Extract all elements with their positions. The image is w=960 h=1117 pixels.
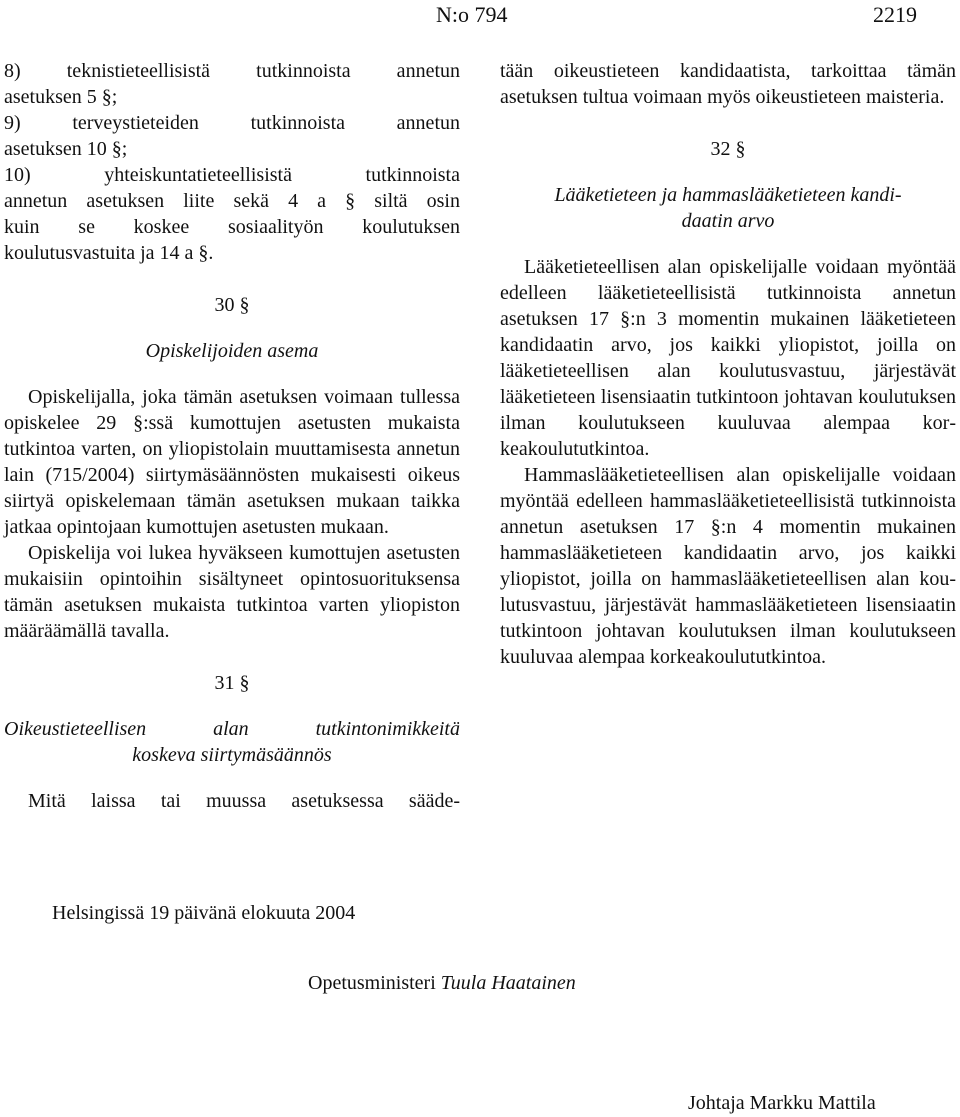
law-number: N:o 794 (436, 2, 508, 27)
intro-line: asetuksen 5 §; (4, 86, 118, 108)
director-signature: Johtaja Markku Mattila (688, 1092, 876, 1114)
intro-line: 8) teknistieteellisistä tutkinnoista annetun (4, 60, 460, 82)
section-31-title-line-2: koskeva siirtymäsäännös (132, 744, 332, 766)
intro-line: asetuksen 10 §; (4, 138, 128, 160)
intro-line: annetun asetuksen liite sekä 4 a § siltä osin (4, 190, 460, 212)
left-column (4, 58, 460, 814)
intro-line: 10) yhteiskuntatieteellisistä tutkinnoista (4, 164, 460, 186)
section-31-title-line-1: Oikeustieteellisen alan tutkintonimikkeitä (4, 718, 460, 740)
section-30-number: 30 § (214, 294, 250, 316)
minister-name: Tuula Haatainen (440, 972, 576, 994)
page-number: 2219 (873, 2, 917, 27)
section-32-paragraph-2: Hammaslääketieteellisen alan opiskelijalle voidaan myöntää edelleen hammaslääketieteellisistä tutkinnoista annetun asetuksen 17 §:n 4 momentin mukainen hammaslääketieteen kandidaatin arvo, jos kaikki yliopistot, joilla on hammaslääketieteellisen alan koulutusvastuu, järjestävät hammaslääketieteen lisensiaatin tutkintoon johtavan koulutuksen ilman koulutukseen kuuluvaa alempaa korkeakoulututkintoa. (500, 464, 956, 668)
intro-line: 9) terveystieteiden tutkinnoista annetun (4, 112, 460, 134)
section-32-title-line-1: Lääketieteen ja hammaslääketieteen kandi- (554, 184, 902, 206)
section-31-continuation: tään oikeustieteen kandidaatista, tarkoittaa tämän asetuksen tultua voimaan myös oikeustieteen maisteria. (500, 60, 956, 108)
section-32-paragraph-1: Lääketieteellisen alan opiskelijalle voidaan myöntää edelleen lääketieteellisistä tutkinnoista annetun asetuksen 17 §:n 3 momentin mukainen lääketieteen kandidaatin arvo, jos kaikki yliopistot, joilla on lääketieteellisen alan koulutusvastuu, järjestävät lääketieteen lisensiaatin tutkintoon johtavan koulutuksen ilman koulutukseen kuuluvaa alempaa korkeakoulututkintoa. (500, 256, 956, 460)
section-31-text: Mitä laissa tai muussa asetuksessa sääde- (28, 790, 460, 812)
minister-title: Opetusministeri (308, 972, 436, 994)
place-date: Helsingissä 19 päivänä elokuuta 2004 (52, 902, 356, 924)
section-30-paragraph-2: Opiskelija voi lukea hyväkseen kumottujen asetusten mukaisiin opintoihin sisältyneet opintosuorituksensa tämän asetuksen mukaista tutkintoa varten yliopiston määräämällä tavalla. (4, 542, 460, 642)
section-31-number: 31 § (214, 672, 250, 694)
section-32-title-line-2: daatin arvo (681, 210, 775, 232)
minister-signature (308, 970, 576, 996)
section-30-title: Opiskelijoiden asema (145, 340, 319, 362)
intro-line: koulutusvastuita ja 14 a §. (4, 242, 214, 264)
section-30-paragraph-1: Opiskelijalla, joka tämän asetuksen voimaan tullessa opiskelee 29 §:ssä kumottujen asetusten mukaista tutkintoa varten, on yliopistolain muuttamisesta annetun lain (715/2004) siirtymäsäännösten mukaisesti oikeus siirtyä opiskelemaan tämän asetuksen mukaan taikka jatkaa opintojaan kumottujen asetusten mukaan. (4, 386, 460, 538)
intro-line: kuin se koskee sosiaalityön koulutuksen (4, 216, 460, 238)
section-32-number: 32 § (710, 138, 746, 160)
right-column (500, 58, 956, 670)
